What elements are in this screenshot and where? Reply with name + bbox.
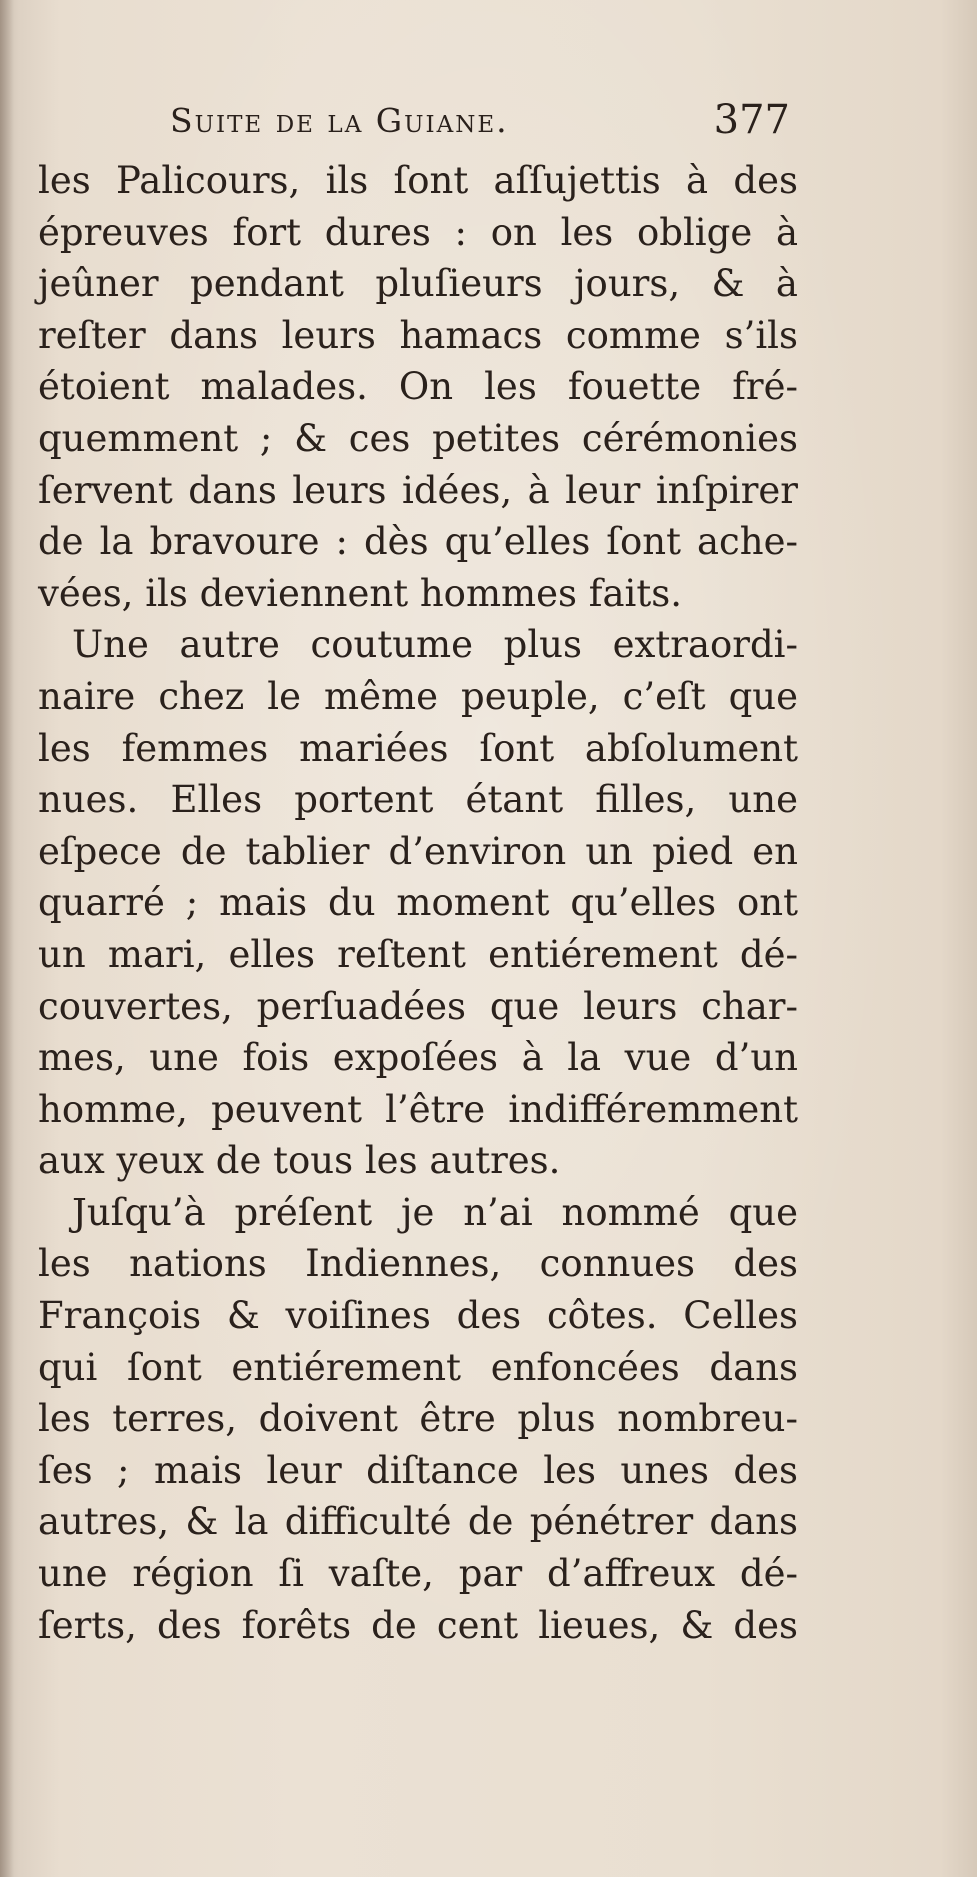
text-line: qui ſont entiérement enfoncées dans: [38, 1345, 798, 1389]
text-line: épreuves fort dures : on les oblige à: [38, 210, 798, 254]
text-line: aux yeux de tous les autres.: [38, 1139, 561, 1183]
text-line: eſpece de tablier d’environ un pied en: [38, 829, 798, 873]
text-line: ſerts, des forêts de cent lieues, & des: [38, 1603, 798, 1647]
text-line: quarré ; mais du moment qu’elles ont: [38, 881, 798, 925]
page-number: 377: [713, 97, 790, 143]
running-head: [170, 95, 790, 150]
text-line: vées, ils deviennent hommes faits.: [38, 571, 682, 615]
text-line: couvertes, perſuadées que leurs char-: [38, 984, 798, 1028]
text-line: les nations Indiennes, connues des: [38, 1242, 798, 1286]
text-line: nues. Elles portent étant filles, une: [38, 778, 798, 822]
body-text: [38, 155, 798, 1651]
text-line: ſervent dans leurs idées, à leur inſpirer: [38, 468, 798, 512]
text-line: les femmes mariées ſont abſolument: [38, 726, 798, 770]
text-line: homme, peuvent l’être indifféremment: [38, 1087, 798, 1131]
text-line: reſter dans leurs hamacs comme s’ils: [38, 313, 798, 357]
text-line: jeûner pendant pluſieurs jours, & à: [38, 262, 798, 306]
text-line: Juſqu’à préſent je n’ai nommé que: [72, 1190, 798, 1234]
text-line: ſes ; mais leur diſtance les unes des: [38, 1448, 798, 1492]
text-line: de la bravoure : dès qu’elles ſont ache-: [38, 520, 798, 564]
text-line: mes, une fois expoſées à la vue d’un: [38, 1036, 798, 1080]
text-line: les Palicours, ils ſont aſſujettis à des: [38, 159, 798, 202]
text-line: étoient malades. On les fouette fré-: [38, 365, 798, 409]
text-line: les terres, doivent être plus nombreu-: [38, 1397, 798, 1441]
text-line: quemment ; & ces petites cérémonies: [38, 416, 798, 460]
gutter-shadow: [0, 0, 14, 1877]
text-line: autres, & la difficulté de pénétrer dans: [38, 1500, 798, 1544]
running-title: Suite de la Guiane.: [170, 101, 509, 140]
text-line: François & voiſines des côtes. Celles: [38, 1294, 798, 1338]
text-line: Une autre coutume plus extraordi-: [72, 623, 798, 667]
text-line: un mari, elles reſtent entiérement dé-: [38, 932, 798, 976]
text-line: une région ſi vaſte, par d’affreux dé-: [38, 1552, 798, 1596]
text-line: naire chez le même peuple, c’eſt que: [38, 674, 798, 718]
